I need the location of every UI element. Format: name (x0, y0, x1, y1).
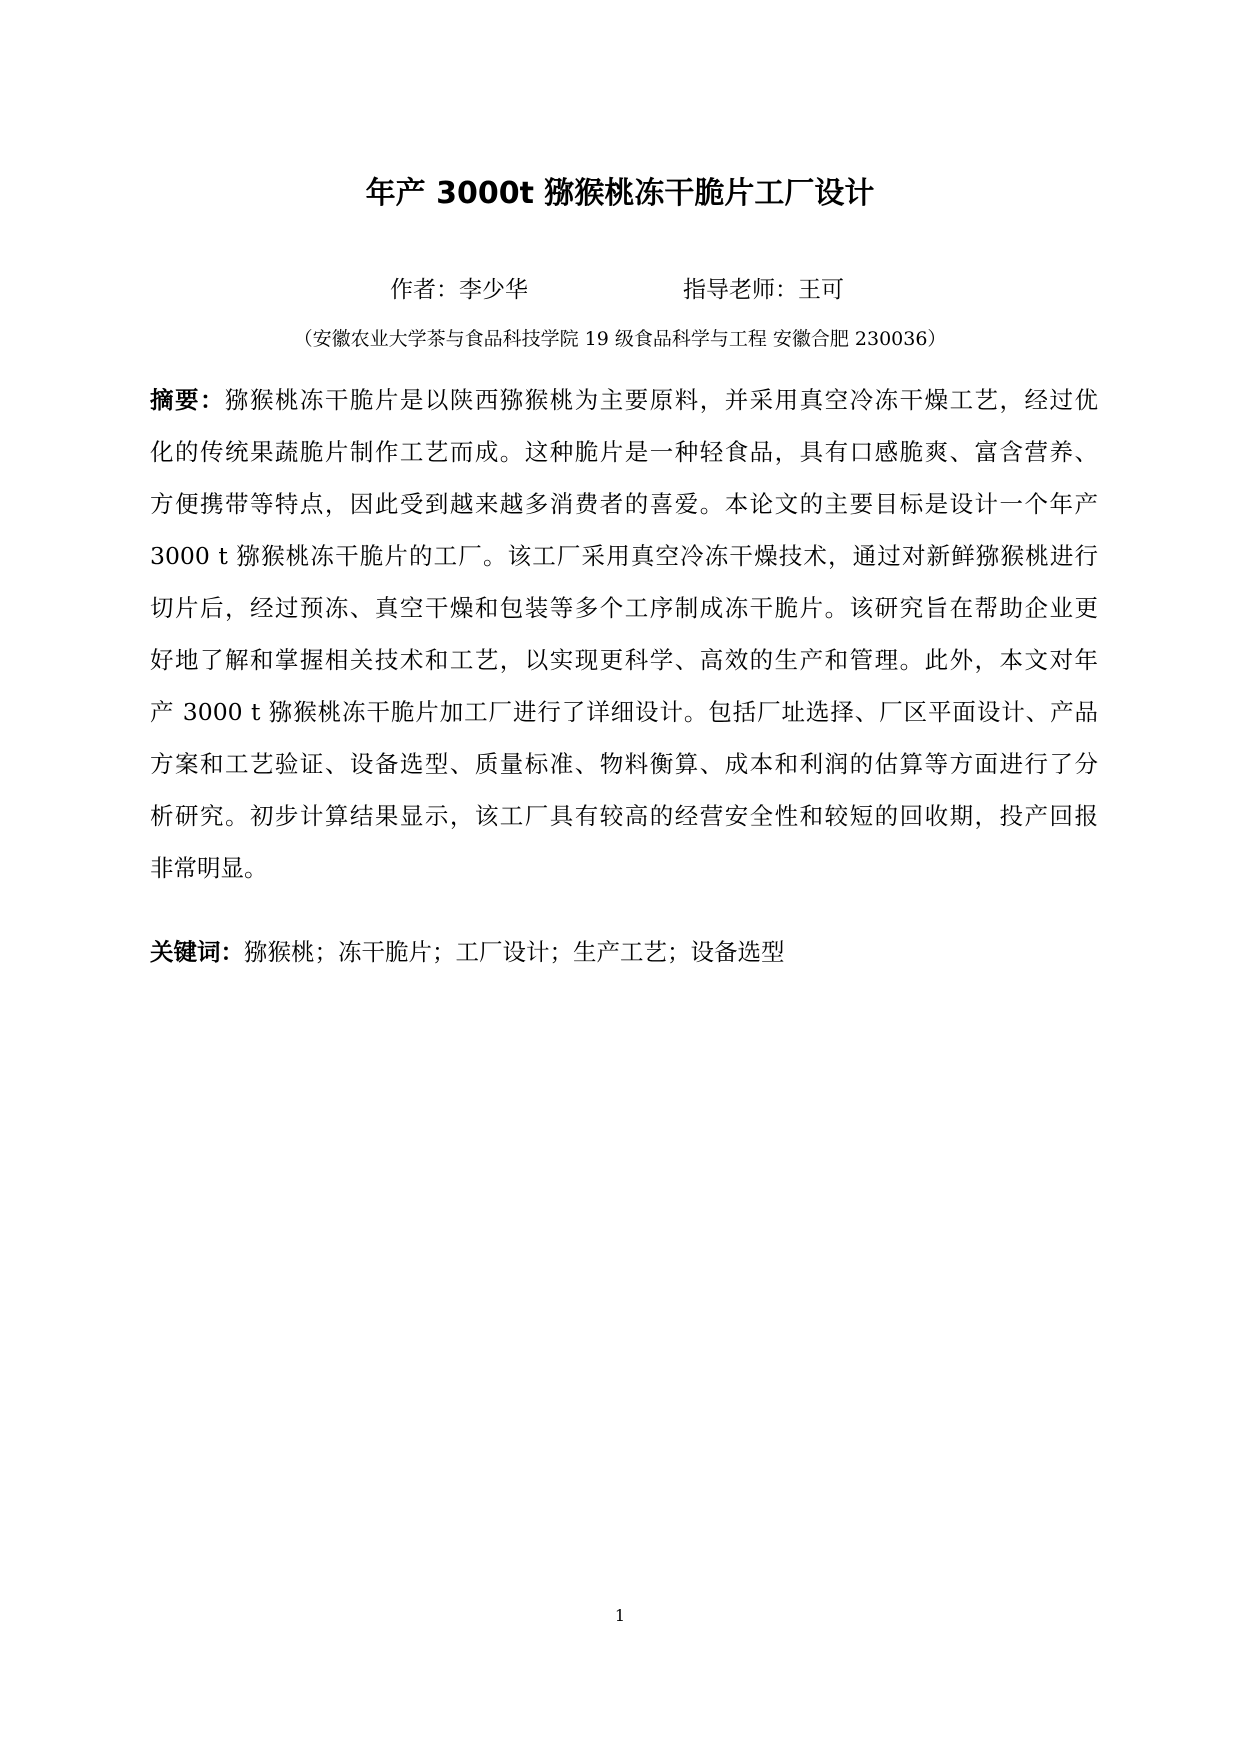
abstract-line: 析研究。初步计算结果显示，该工厂具有较高的经营安全性和较短的回收期，投产回报 (150, 802, 1098, 830)
affiliation: （安徽农业大学茶与食品科技学院 19 级食品科学与工程 安徽合肥 230036） (293, 328, 947, 350)
keywords-label: 关键词： (150, 938, 244, 966)
abstract-line (150, 383, 1098, 435)
abstract-line: 产 3000 t 猕猴桃冻干脆片加工厂进行了详细设计。包括厂址选择、厂区平面设计、产品 (150, 698, 1098, 726)
abstract-line: 方便携带等特点，因此受到越来越多消费者的喜爱。本论文的主要目标是设计一个年产 (150, 490, 1098, 518)
document-title: 年产 3000t 猕猴桃冻干脆片工厂设计 (365, 176, 875, 211)
abstract-line: 好地了解和掌握相关技术和工艺，以实现更科学、高效的生产和管理。此外，本文对年 (150, 646, 1098, 674)
abstract-text: 猕猴桃冻干脆片是以陕西猕猴桃为主要原料，并采用真空冷冻干燥工艺，经过优 (224, 386, 1099, 414)
abstract-line: 3000 t 猕猴桃冻干脆片的工厂。该工厂采用真空冷冻干燥技术，通过对新鲜猕猴桃进行 (150, 542, 1098, 570)
abstract-line: 方案和工艺验证、设备选型、质量标准、物料衡算、成本和利润的估算等方面进行了分 (150, 750, 1098, 778)
keywords-text: 猕猴桃；冻干脆片；工厂设计；生产工艺；设备选型 (244, 938, 785, 966)
advisor: 指导老师：王可 (683, 277, 844, 303)
author: 作者：李少华 (390, 277, 528, 303)
abstract-label: 摘要： (150, 386, 225, 414)
abstract-line: 化的传统果蔬脆片制作工艺而成。这种脆片是一种轻食品，具有口感脆爽、富含营养、 (150, 438, 1098, 466)
abstract-line: 非常明显。 (150, 854, 268, 882)
keywords (150, 933, 785, 967)
abstract-line: 切片后，经过预冻、真空干燥和包装等多个工序制成冻干脆片。该研究旨在帮助企业更 (150, 594, 1098, 622)
abstract (150, 383, 1098, 903)
page-number: 1 (614, 1606, 626, 1625)
